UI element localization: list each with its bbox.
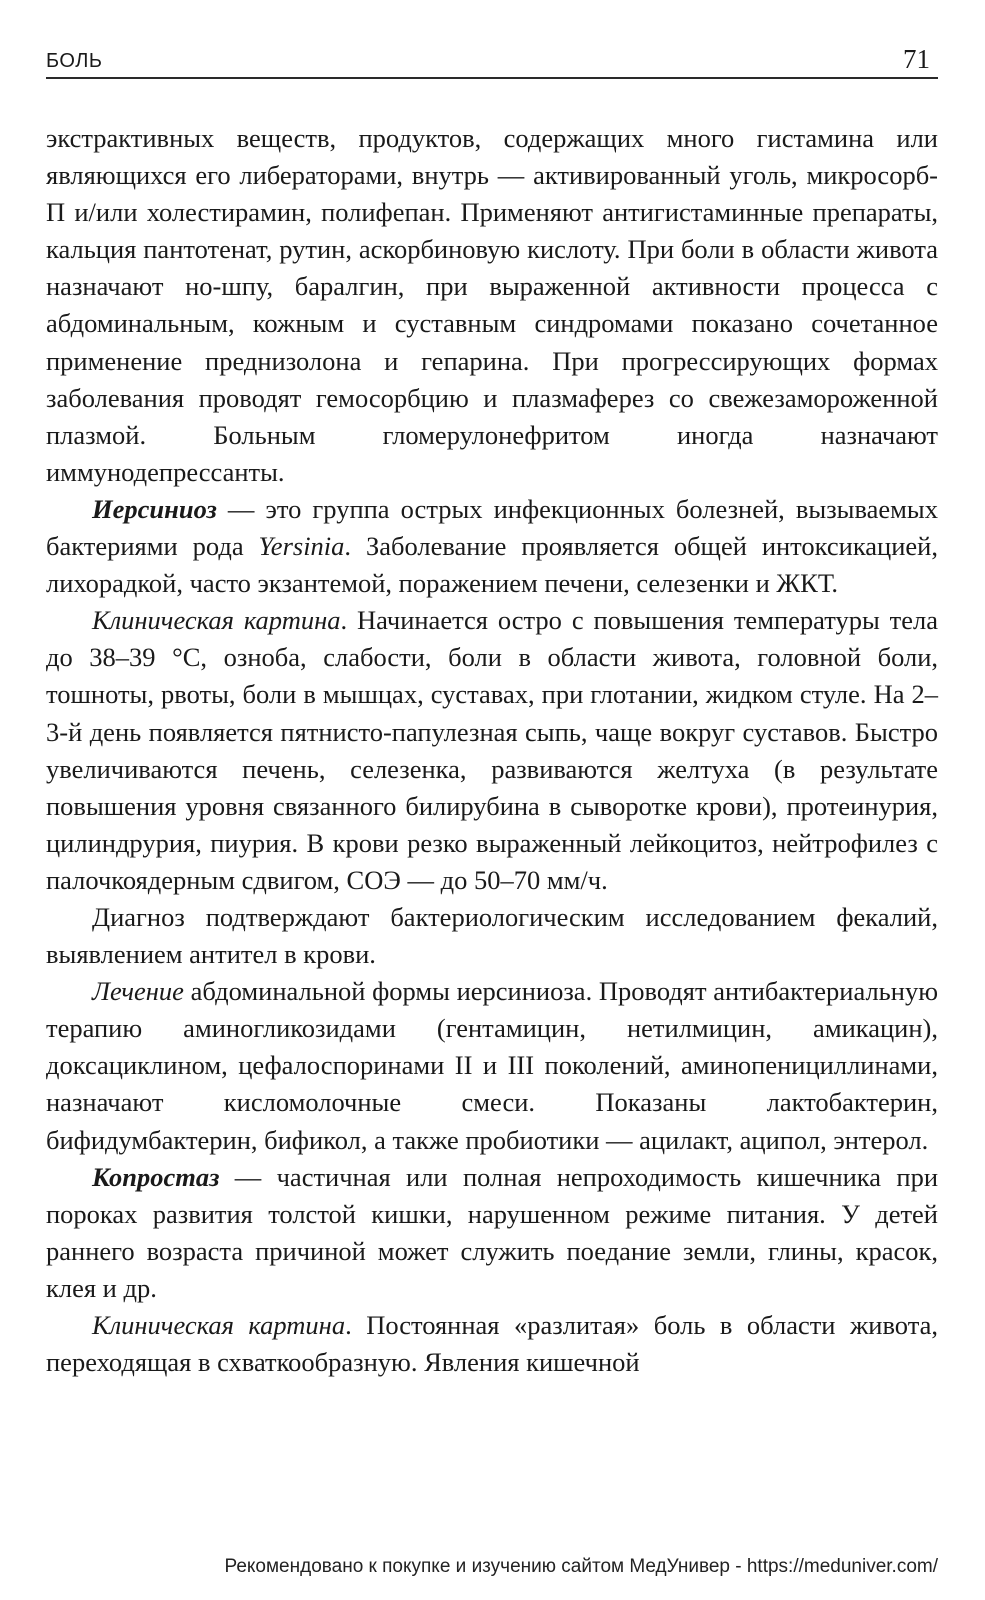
paragraph-text: экстрактивных веществ, продуктов, содержащих много гистамина или являющихся его либераторами, внутрь — активированный уголь, микросорб-П и/или холестирамин, полифепан. Применяют антигистаминные препараты, кальция пантотенат, рутин, аскорбиновую кислоту. При боли в области живота назначают но-шпу, баралгин, при выраженной активности процесса с абдоминальным, кожным и суставным синдромами показано сочетанное применение преднизолона и гепарина. При прогрессирующих формах заболевания проводят гемосорбцию и плазмаферез со свежезамороженной плазмой. Больным гломерулонефритом иногда назначают иммунодепрессанты. (46, 123, 938, 487)
header-rule (46, 77, 938, 79)
term-coprostasis: Копростаз (92, 1161, 220, 1192)
paragraph-continuation (46, 120, 938, 491)
subheading-clinical-picture: Клиническая картина (92, 605, 341, 636)
paragraph-coprostasis (46, 1159, 938, 1307)
paragraph-text: абдоминальной формы иерсиниоза. Проводят антибактериальную терапию аминогликозидами (гентамицин, нетилмицин, амикацин), доксациклином, цефалоспоринами II и III поколений, аминопенициллинами, назначают кисломолочные смеси. Показаны лактобактерин, бифидумбактерин, бификол, а также пробиотики — ацилакт, аципол, энтерол. (46, 976, 938, 1155)
paragraph-yersiniosis (46, 491, 938, 602)
paragraph-text: Диагноз подтверждают бактериологическим исследованием фекалий, выявлением антител в крови. (46, 901, 938, 970)
subheading-clinical-picture: Клиническая картина (92, 1310, 346, 1340)
paragraph-diagnosis (46, 899, 938, 973)
subheading-treatment: Лечение (92, 976, 184, 1007)
chapter-title: БОЛЬ (46, 50, 103, 72)
paragraph-treatment (46, 973, 938, 1158)
paragraph-clinical-picture (46, 602, 938, 899)
paragraph-clinical-picture-2 (46, 1307, 938, 1381)
paragraph-text: . Постоянная «разлитая» боль в области живота, переходящая в схваткообразную. Явления кишечной (46, 1310, 938, 1378)
body-text (46, 120, 938, 1381)
running-header (46, 44, 938, 80)
paragraph-text: . Начинается остро с повышения температуры тела до 38–39 °С, озноба, слабости, боли в области живота, головной боли, тошноты, рвоты, боли в мышцах, суставах, при глотании, жидком стуле. На 2–3-й день появляется пятнисто-папулезная сыпь, чаще вокруг суставов. Быстро увеличиваются печень, селезенка, развиваются желтуха (в результате повышения уровня связанного билирубина в сыворотке крови), протеинурия, цилиндрурия, пиурия. В крови резко выраженный лейкоцитоз, нейтрофилез с палочкоядерным сдвигом, СОЭ — до 50–70 мм/ч. (46, 605, 938, 895)
term-yersiniosis: Иерсиниоз (92, 493, 217, 524)
page-number: 71 (903, 44, 930, 74)
footer-watermark: Рекомендовано к покупке и изучению сайтом МедУнивер - https://meduniver.com/ (224, 1556, 938, 1577)
paragraph-text: — это группа острых инфекционных болезней, вызываемых бактериями рода (46, 493, 938, 562)
paragraph-text: . Заболевание проявляется общей интоксикацией, лихорадкой, часто экзантемой, поражением печени, селезенки и ЖКТ. (46, 531, 938, 599)
latin-genus: Yersinia (258, 531, 345, 562)
paragraph-text: — частичная или полная непроходимость кишечника при пороках развития толстой кишки, нарушенном режиме питания. У детей раннего возраста причиной может служить поедание земли, глины, красок, клея и др. (46, 1161, 938, 1303)
